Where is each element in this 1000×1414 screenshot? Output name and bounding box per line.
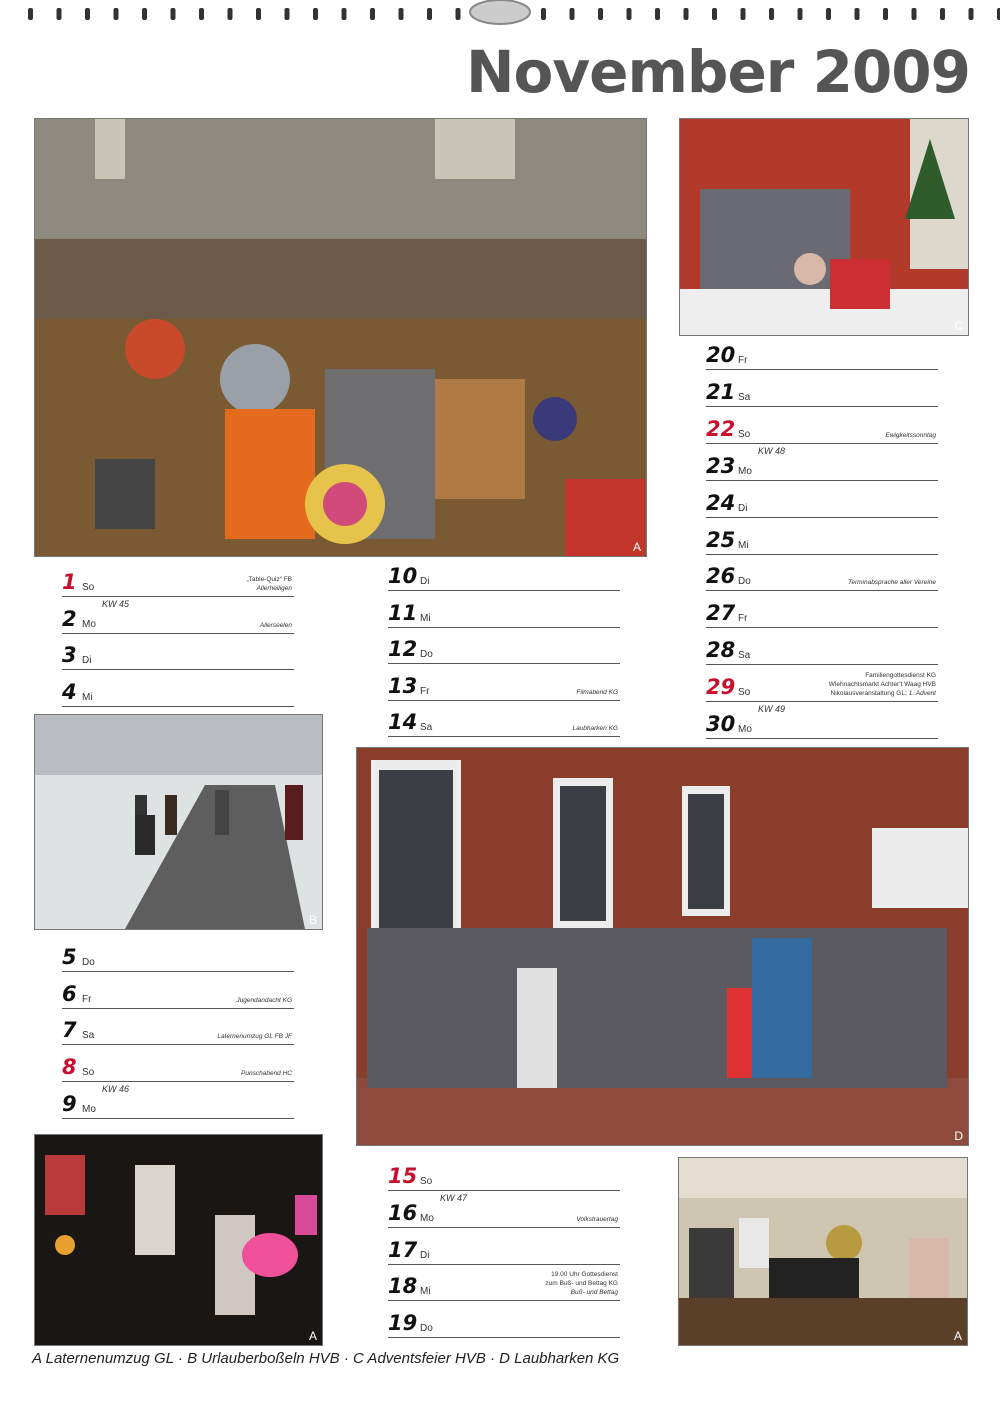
day-number: 13 xyxy=(388,673,418,698)
day-events xyxy=(241,1069,292,1078)
photo-b-label: B xyxy=(308,913,317,927)
day-row xyxy=(388,629,620,664)
day-number: 4 xyxy=(62,679,77,704)
day-row xyxy=(62,1084,294,1119)
weekday: So xyxy=(82,582,95,593)
day-events xyxy=(246,575,292,593)
day-number: 20 xyxy=(706,343,736,367)
day-number: 14 xyxy=(388,710,418,734)
day-number: 27 xyxy=(706,601,736,626)
weekday: Do xyxy=(420,1323,433,1335)
day-row xyxy=(706,483,938,518)
event-text: 1. Advent xyxy=(908,690,936,698)
day-number: 29 xyxy=(706,675,736,700)
event-text: zum Buß- und Bettag KG xyxy=(545,1280,618,1288)
spiral-ring xyxy=(399,8,404,20)
spiral-ring xyxy=(912,8,917,20)
weekday: Sa xyxy=(82,1030,95,1042)
spiral-ring xyxy=(855,8,860,20)
weekday: Mo xyxy=(420,1212,434,1224)
photo-c-label: C xyxy=(954,319,963,333)
weekday: Mi xyxy=(420,1286,431,1298)
event-text: Nikolausveranstaltung GL; xyxy=(830,690,907,698)
calendar-week: KW 47 xyxy=(440,1192,468,1203)
day-number: 30 xyxy=(706,712,736,736)
event-text: Ewigkeitssonntag xyxy=(885,431,936,439)
day-row xyxy=(62,1047,294,1082)
event-text: Filmabend KG xyxy=(576,688,618,696)
weekday: So xyxy=(738,687,751,699)
spiral-ring xyxy=(684,8,689,20)
day-events xyxy=(829,671,936,698)
day-row xyxy=(62,635,294,670)
spiral-ring xyxy=(798,8,803,20)
weekday: Di xyxy=(420,1249,430,1261)
weekday: Fr xyxy=(420,685,430,697)
day-row xyxy=(388,556,620,591)
event-text: Wiehnachtsmarkt Achter't Waag HVB xyxy=(828,681,936,689)
spiral-ring xyxy=(85,8,90,20)
page-title: November 2009 xyxy=(465,38,970,106)
weekday: Mo xyxy=(82,1103,96,1115)
spiral-ring xyxy=(142,8,147,20)
weekday: Do xyxy=(82,957,95,968)
spiral-ring xyxy=(228,8,233,20)
weekday: So xyxy=(82,1067,95,1079)
weekday: Mi xyxy=(82,691,93,703)
day-row xyxy=(62,937,294,972)
spiral-ring xyxy=(256,8,261,20)
event-text: Laubharken KG xyxy=(572,725,618,732)
spiral-ring xyxy=(313,8,318,20)
spiral-ring xyxy=(171,8,176,20)
day-number: 15 xyxy=(388,1164,418,1188)
spiral-ring xyxy=(769,8,774,20)
day-number: 8 xyxy=(62,1055,77,1080)
day-number: 7 xyxy=(62,1018,77,1043)
day-number: 17 xyxy=(388,1237,418,1262)
event-text: Terminabsprache aller Vereine xyxy=(847,579,936,587)
weekday: Fr xyxy=(82,993,92,1005)
spiral-ring xyxy=(285,8,290,20)
spiral-ring xyxy=(826,8,831,20)
photo-c-advent xyxy=(679,118,969,336)
day-number: 16 xyxy=(388,1200,418,1225)
weekday: Mi xyxy=(738,539,749,551)
photo-a-label: A xyxy=(632,540,641,554)
day-number: 3 xyxy=(62,643,77,667)
day-row xyxy=(388,1266,620,1301)
spiral-ring xyxy=(570,8,575,20)
spiral-ring xyxy=(969,8,974,20)
day-number: 6 xyxy=(62,981,77,1006)
day-events xyxy=(576,1215,618,1224)
day-row xyxy=(388,593,620,628)
weekday: Do xyxy=(420,649,433,660)
day-row xyxy=(706,520,938,555)
calendar-week: KW 45 xyxy=(102,598,130,609)
day-row xyxy=(388,1303,620,1338)
calendar-week: KW 49 xyxy=(758,704,786,714)
day-events xyxy=(545,1270,618,1297)
calendar-week: KW 46 xyxy=(102,1083,130,1094)
day-number: 21 xyxy=(706,379,736,404)
weekday: Mo xyxy=(738,465,752,477)
event-text: Allerheiligen xyxy=(256,585,292,592)
day-events xyxy=(260,621,292,630)
day-row xyxy=(706,335,938,370)
photo-a-lanterns xyxy=(34,1134,323,1346)
weekday: Mi xyxy=(420,612,431,624)
day-events xyxy=(885,431,936,440)
spiral-ring xyxy=(199,8,204,20)
event-text: Buß- und Bettag xyxy=(570,1289,618,1297)
spiral-ring xyxy=(598,8,603,20)
day-row xyxy=(706,630,938,665)
day-row xyxy=(62,974,294,1009)
day-row xyxy=(706,556,938,591)
day-events xyxy=(848,578,936,587)
day-events xyxy=(236,996,292,1005)
day-number: 18 xyxy=(388,1274,418,1299)
weekday: Di xyxy=(82,655,92,666)
day-number: 25 xyxy=(706,527,736,552)
day-row xyxy=(706,667,938,702)
day-row xyxy=(62,562,294,597)
day-number: 22 xyxy=(706,416,736,441)
spiral-binding xyxy=(0,0,1000,26)
day-row xyxy=(388,702,620,737)
day-number: 9 xyxy=(62,1091,77,1116)
spiral-ring xyxy=(456,8,461,20)
day-row xyxy=(706,593,938,628)
day-number: 23 xyxy=(706,453,736,478)
weekday: Mo xyxy=(738,724,752,735)
calendar-week: KW 48 xyxy=(758,445,786,456)
day-number: 24 xyxy=(706,490,736,515)
day-number: 10 xyxy=(388,564,418,588)
spiral-ring xyxy=(940,8,945,20)
event-text: Laternenumzug GL FB JF xyxy=(217,1033,292,1041)
day-row xyxy=(706,372,938,407)
spiral-ring xyxy=(541,8,546,20)
photo-a3-label: A xyxy=(953,1329,962,1343)
spiral-ring xyxy=(28,8,33,20)
photo-b-bosseln xyxy=(34,714,323,930)
photo-d-laubharken xyxy=(356,747,969,1146)
spiral-ring xyxy=(427,8,432,20)
weekday: Di xyxy=(420,576,430,587)
weekday: Do xyxy=(738,576,751,588)
weekday: Sa xyxy=(738,391,751,403)
spiral-ring xyxy=(627,8,632,20)
event-text: Allerseelen xyxy=(259,621,292,629)
photo-a-church xyxy=(34,118,647,557)
day-number: 26 xyxy=(706,564,736,589)
day-row xyxy=(706,409,938,444)
spiral-ring xyxy=(370,8,375,20)
day-row xyxy=(62,599,294,634)
day-row xyxy=(388,1156,620,1191)
spiral-ring xyxy=(342,8,347,20)
spiral-ring xyxy=(712,8,717,20)
spiral-ring xyxy=(883,8,888,20)
photo-a-band xyxy=(678,1157,968,1346)
day-number: 1 xyxy=(62,570,77,594)
weekday: Di xyxy=(738,502,748,514)
weekday: Fr xyxy=(738,613,748,625)
day-row xyxy=(706,704,938,739)
day-row xyxy=(388,666,620,701)
day-number: 19 xyxy=(388,1311,418,1336)
weekday: So xyxy=(738,428,751,440)
day-row xyxy=(388,1193,620,1228)
day-events xyxy=(572,724,618,733)
day-number: 2 xyxy=(62,606,77,631)
day-number: 5 xyxy=(62,945,77,969)
photo-caption: A Laternenumzug GL · B Urlauberboßeln HVB · C Adventsfeier HVB · D Laubharken KG xyxy=(32,1350,620,1367)
day-number: 12 xyxy=(388,637,418,661)
day-events xyxy=(576,688,618,697)
day-row xyxy=(388,1230,620,1265)
weekday: Mo xyxy=(82,618,96,630)
weekday: Sa xyxy=(420,722,433,733)
day-number: 28 xyxy=(706,638,736,663)
day-row xyxy=(62,1010,294,1045)
photo-d-label: D xyxy=(954,1129,963,1143)
day-row xyxy=(62,672,294,707)
day-events xyxy=(217,1032,292,1041)
day-number: 11 xyxy=(388,600,418,625)
spiral-ring xyxy=(114,8,119,20)
day-row xyxy=(706,446,938,481)
event-text: Punschabend HC xyxy=(241,1070,292,1078)
event-text: Volkstrauertag xyxy=(576,1215,618,1223)
spiral-ring xyxy=(57,8,62,20)
weekday: Fr xyxy=(738,355,748,366)
weekday: Sa xyxy=(738,650,751,662)
event-text: Familiengottesdienst KG xyxy=(865,672,936,680)
spiral-ring xyxy=(741,8,746,20)
spiral-ring xyxy=(655,8,660,20)
weekday: So xyxy=(420,1176,433,1187)
event-text: „Table-Quiz“ FB xyxy=(246,576,292,583)
event-text: 19.00 Uhr Gottesdienst xyxy=(551,1271,618,1279)
event-text: Jugendandacht KG xyxy=(236,996,292,1004)
photo-a2-label: A xyxy=(308,1329,317,1343)
